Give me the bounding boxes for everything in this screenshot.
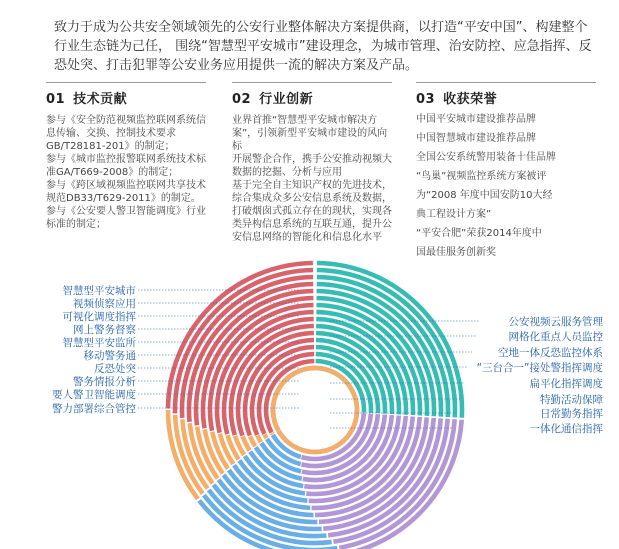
honor-item: 全国公安系统警用装备十佳品牌	[416, 152, 556, 163]
honor-item: 国最佳服务创新奖	[416, 247, 496, 258]
left-label: 移动警务通	[83, 350, 136, 362]
left-label: 反恐处突	[94, 363, 136, 375]
column-title: 收获荣誉	[443, 92, 498, 107]
honor-item: 典工程设计方案”	[416, 209, 492, 220]
right-label: 扁平化指挥调度	[529, 378, 603, 390]
honor-item: “鸟巢”视频监控系统方案被评	[416, 171, 547, 182]
column-number: 03	[416, 92, 436, 107]
left-label: 网上警务督察	[73, 324, 136, 336]
right-label: 网格化重点人员监控	[508, 331, 603, 343]
column-body: 参与《安全防范视频监控联网系统信息传输、交换、控制技术要求GB/T28181-201》的制定； 参与《城市监控报警联网系统技术标准GA/T669-2008》的制定； 参与《跨区域视频监控联网共享技术规范DB33/T629-2011》的制定。 参与《公安要人警卫智能调度》行业标准的制定；	[46, 115, 206, 230]
ring-arc-orange	[265, 435, 267, 439]
honor-item: 为“2008 年度中国安防10大经	[416, 190, 553, 201]
left-label: 警力部署综合管控	[52, 403, 136, 415]
left-label: 视频侦察应用	[73, 298, 136, 310]
right-label: 日常勤务指挥	[540, 408, 603, 420]
column-title: 行业创新	[259, 92, 314, 107]
left-label: 智慧型平安监所	[62, 337, 136, 349]
column-number: 02	[232, 92, 252, 107]
honor-item: 中国智慧城市建设推荐品牌	[416, 133, 536, 144]
column-title: 技术贡献	[73, 92, 128, 107]
right-label: 特勤活动保障	[540, 394, 603, 406]
right-label: 空地一体反恐监控体系	[498, 347, 603, 359]
right-label: 一体化通信指挥	[529, 423, 603, 435]
ring-arc-orange	[273, 368, 357, 452]
ring-arc-orange	[272, 433, 273, 434]
right-label: 公安视频云服务管理	[508, 316, 603, 328]
left-label: 要人警卫智能调度	[52, 389, 136, 401]
ring-arc-blue	[267, 439, 301, 464]
honor-item: 中国平安城市建设推荐品牌	[416, 114, 536, 125]
ring-arc-orange	[250, 436, 255, 446]
left-label: 可视化调度指挥	[62, 311, 136, 323]
honor-item: “平安合肥”荣获2014年度中	[416, 228, 542, 239]
left-label: 智慧型平安城市	[62, 285, 136, 297]
intro-paragraph: 致力于成为公共安全领域领先的公安行业整体解决方案提供商，以打造“平安中国”、构建整个行业生态链为己任， 围绕“智慧型平安城市”建设理念，为城市管理、治安防控、应急指挥、反恐处突、打击犯罪等公安业务应用提供一流的解决方案及产品。	[54, 20, 592, 73]
right-label: “三台合一”接处警指挥调度	[476, 362, 603, 374]
column-body: 业界首推“智慧型平安城市解决方案”，引领新型平安城市建设的风向标 开展警企合作，携手公安推动视频大数据的挖掘、分析与应用 基于完全自主知识产权的先进技术，综合集成众多公安信息系统及数据，打破烟囱式孤立存在的现状，实现各类异构信息系统的互联互通，提升公安信息网络的智能化和信息化水平	[232, 115, 392, 243]
column-number: 01	[46, 92, 66, 107]
left-label: 警务情报分析	[73, 376, 136, 388]
ring-arc-orange	[257, 436, 260, 443]
